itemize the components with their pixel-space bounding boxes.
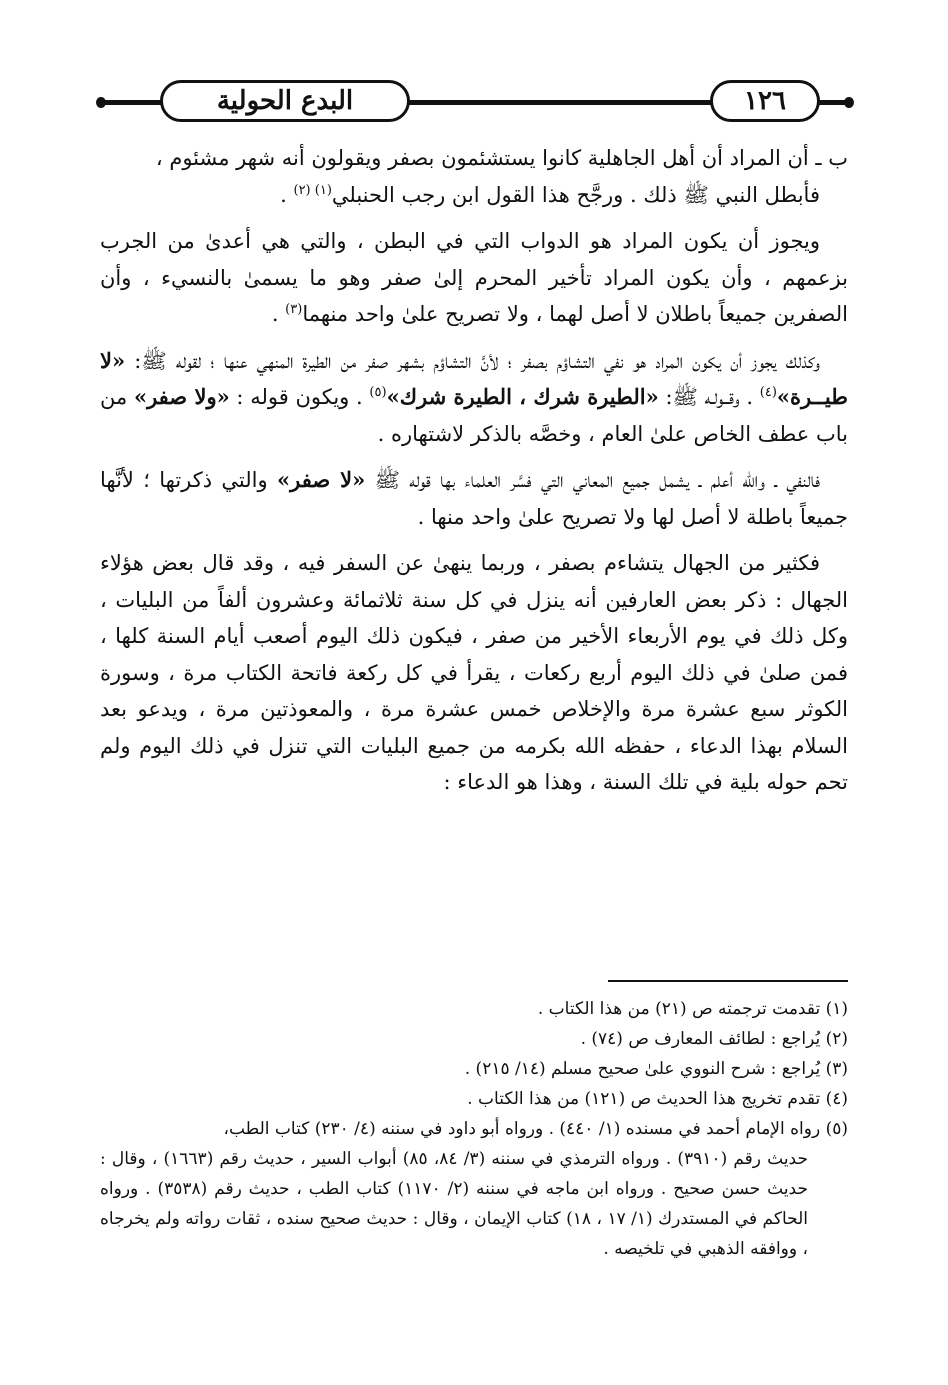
hadith-quote: «الطيرة شرك ، الطيرة شرك» (386, 384, 659, 409)
page-number (710, 80, 820, 122)
footnote-separator (608, 980, 848, 982)
hadith-quote: «لا طيــرة» (100, 347, 848, 409)
paragraph-2-end: . (271, 302, 286, 326)
paragraph-3-text-a: وكذلك يجوز أن يكون المراد هو نفي التشاؤم بصفر ؛ لأنَّ التشاؤم بشهر صفر من الطيرة المنهي عنها ؛ لقوله ﷺ: (125, 348, 820, 373)
footnote-2: (٢) يُراجع : لطائف المعارف ص (٧٤) . (580, 1029, 848, 1049)
page-title (160, 80, 410, 122)
footnote-5 (100, 1114, 848, 1264)
paragraph-3-text-c: . ويكون قوله : (229, 385, 370, 409)
paragraph-b-line2 (100, 177, 848, 214)
footnote-1: (١) تقدمت ترجمته ص (٢١) من هذا الكتاب . (537, 999, 848, 1019)
paragraph-3-text-d: من باب عطف الخاص علىٰ العام ، وخصَّه بالذكر لاشتهاره . (100, 385, 848, 446)
hadith-quote: «ولا صفر» (133, 384, 230, 409)
footnote-5-continuation: حديث رقم (٣٩١٠) . ورواه الترمذي في سننه (٣/ ٨٤، ٨٥) أبواب السير ، حديث رقم (١٦٦٣) ، وقال : حديث حسن صحيح . ورواه ابن ماجه في سننه (٢/ ١١٧٠) كتاب الطب ، حديث رقم (٣٥٣٨) . ورواه الحاكم في المستدرك (١/ ١٧ ، ١٨) كتاب الإيمان ، وقال : حديث صحيح سنده ، ثقات رواته ولم يخرجاه ، ووافقه الذهبي في تلخيصه . (100, 1149, 809, 1259)
footnote-ref: (٤) (759, 385, 777, 400)
paragraph-5-text: فكثير من الجهال يتشاءم بصفر ، وربما ينهىٰ عن السفر فيه ، وقد قال بعض هؤلاء الجهال : ذكر بعض العارفين أنه ينزل في كل سنة ثلاثمائة وعشرون ألفاً من البليات ، وكل ذلك في يوم الأربعاء الأخير من صفر ، فيكون ذلك اليوم أصعب أيام السنة كلها ، فمن صلىٰ في ذلك اليوم أربع ركعات ، يقرأ في كل ركعة فاتحة الكتاب مرة ، وسورة الكوثر سبع عشرة مرة والإخلاص خمس عشرة مرة ، والمعوذتين مرة ، ويدعو بعد السلام بهذا الدعاء ، حفظه الله بكرمه من جميع البليات التي تنزل في ذلك اليوم ولم تحم حوله بلية في تلك السنة ، وهذا هو الدعاء : (100, 551, 849, 794)
paragraph-3-text-b: . وقــولـه ﷺ: (658, 385, 760, 409)
paragraph-b (100, 140, 848, 213)
paragraph-2-text: ويجوز أن يكون المراد هو الدواب التي في البطن ، والتي هي أعدىٰ من الجرب بزعمهم ، وأن يكون المراد تأخير المحرم إلىٰ صفر وهو ما يسمىٰ بالنسيء ، وأن الصفرين جميعاً باطلان لا أصل لهما ، ولا تصريح علىٰ واحد منهما (100, 229, 848, 326)
main-text (100, 140, 848, 811)
paragraph-4-text-a: فالنفي ـ والله أعلم ـ يشمل جميع المعاني التي فسَّر العلماء بها قوله ﷺ (365, 468, 820, 492)
footnote-ref: (٥) (369, 385, 387, 400)
page-title-text: البدع الحولية (216, 86, 354, 116)
paragraph-4 (100, 462, 848, 535)
page-header (100, 78, 850, 128)
footnote-4: (٤) تقدم تخريج هذا الحديث ص (١٢١) من هذا الكتاب . (467, 1089, 848, 1109)
page-number-text: ١٢٦ (744, 86, 786, 116)
paragraph-b-line2-text: فأبطل النبي ﷺ ذلك . ورجَّح هذا القول ابن رجب الحنبلي (331, 182, 820, 207)
footnote-ref: (٣) (285, 302, 303, 317)
paragraph-4-text-b: والتي ذكرتها ؛ لأنَّها جميعاً باطلة لا أصل لها ولا تصريح علىٰ واحد منها . (100, 468, 848, 529)
hadith-quote: «لا صفر» (276, 467, 366, 492)
paragraph-b-line1: ب ـ أن المراد أن أهل الجاهلية كانوا يستشئمون بصفر ويقولون أنه شهر مشئوم ، (155, 146, 848, 170)
paragraph-2 (100, 223, 848, 333)
paragraph-3 (100, 343, 848, 453)
paragraph-b-line2-end: . (280, 182, 294, 207)
footnote-5-head: (٥) رواه الإمام أحمد في مسنده (١/ ٤٤٠) . ورواه أبو داود في سننه (٤/ ٢٣٠) كتاب الطب، (223, 1119, 848, 1139)
footnote-ref: (١) (٢) (293, 182, 332, 198)
footnotes (100, 994, 848, 1264)
footnote-3: (٣) يُراجع : شرح النووي علىٰ صحيح مسلم (١٤/ ٢١٥) . (464, 1059, 848, 1079)
paragraph-5 (100, 545, 848, 801)
